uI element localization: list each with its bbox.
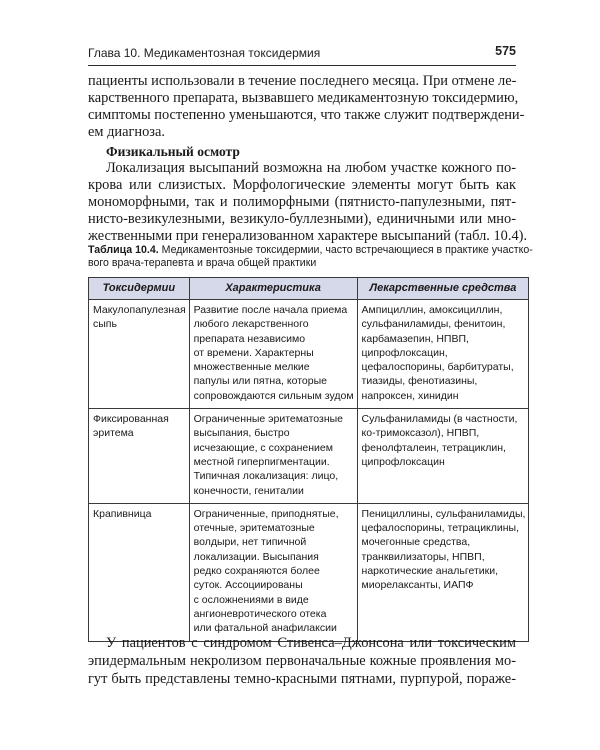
after-line: гут быть представлены темно-красными пятнами, пурпурой, пораже- bbox=[88, 671, 516, 687]
cell-line: Макулопапулезная bbox=[93, 304, 186, 316]
intro-line: ем диагноза. bbox=[88, 124, 165, 140]
intro-line: симптомы постепенно уменьшаются, что также служит подтверждени- bbox=[88, 107, 525, 123]
cell-line: Фиксированная bbox=[93, 413, 169, 426]
intro-line: карственного препарата, вызвавшего медикаментозную токсидермию, bbox=[88, 90, 519, 106]
table-row bbox=[89, 300, 529, 409]
cell-line: редко сохраняются более bbox=[193, 565, 320, 578]
section-line: мономорфными, так и полиморфными (пятнисто-папулезными, пят- bbox=[88, 194, 516, 210]
cell-line: или фатальной анафилаксии bbox=[193, 622, 337, 635]
after-table-text bbox=[88, 634, 516, 688]
cell-characteristic bbox=[189, 409, 357, 504]
cell-line: наркотические анальгетики, bbox=[361, 565, 499, 578]
cell-line: цефалоспорины, барбитураты, bbox=[361, 361, 514, 374]
cell-line: множественные мелкие bbox=[193, 361, 310, 374]
page-number: 575 bbox=[495, 44, 516, 58]
cell-line: суток. Ассоциированы bbox=[193, 579, 303, 592]
cell-line: ко-тримоксазол), НПВП, bbox=[361, 427, 480, 440]
cell-line: Ампициллин, амоксициллин, bbox=[361, 304, 503, 316]
table-caption bbox=[88, 244, 533, 270]
toxidermia-table bbox=[88, 277, 529, 642]
cell-line: локализации. Высыпания bbox=[193, 550, 319, 563]
cell-line: Крапивница bbox=[93, 507, 152, 520]
header-toxidermia: Токсидермии bbox=[89, 278, 190, 300]
cell-characteristic bbox=[189, 503, 357, 641]
section-line: Локализация высыпаний возможна на любом участке кожного по- bbox=[106, 160, 516, 176]
header-drugs: Лекарственные средства bbox=[357, 278, 529, 300]
cell-line: ципрофлоксацин bbox=[361, 455, 445, 468]
cell-line: Развитие после начала приема bbox=[193, 304, 348, 316]
cell-line: препарата независимо bbox=[193, 332, 306, 345]
cell-characteristic bbox=[189, 300, 357, 409]
cell-toxidermia bbox=[89, 503, 190, 641]
caption-line-1 bbox=[88, 244, 533, 257]
cell-line: исчезающие, с сохранением bbox=[193, 441, 333, 454]
cell-line: отечные, эритематозные bbox=[193, 522, 315, 535]
table-header-row bbox=[89, 278, 529, 300]
cell-line: любого лекарственного bbox=[193, 318, 309, 331]
cell-line: сульфаниламиды, фенитоин, bbox=[361, 318, 506, 331]
body-text bbox=[88, 73, 528, 245]
section-line: крова или слизистых. Морфологические элементы могут быть как bbox=[88, 177, 516, 193]
cell-line: высыпания, быстро bbox=[193, 427, 290, 440]
cell-line: от времени. Характерны bbox=[193, 346, 314, 359]
cell-line: ангионевротического отека bbox=[193, 607, 327, 620]
cell-line: Пенициллины, сульфаниламиды, bbox=[361, 507, 526, 520]
cell-line: миорелаксанты, ИАПФ bbox=[361, 579, 474, 592]
cell-line: волдыри, нет типичной bbox=[193, 536, 307, 549]
cell-line: цефалоспорины, тетрациклины, bbox=[361, 522, 520, 535]
cell-line: папулы или пятна, которые bbox=[193, 375, 327, 388]
cell-line: мочегонные средства, bbox=[361, 536, 471, 549]
cell-line: карбамазепин, НПВП, bbox=[361, 332, 469, 345]
cell-line: транквилизаторы, НПВП, bbox=[361, 550, 485, 563]
cell-line: эритема bbox=[93, 427, 134, 440]
cell-line: с осложнениями в виде bbox=[193, 593, 309, 606]
cell-toxidermia bbox=[89, 409, 190, 504]
cell-drugs bbox=[357, 409, 529, 504]
cell-line: сопровождаются сильным зудом bbox=[193, 389, 354, 402]
cell-line: сыпь bbox=[93, 318, 117, 331]
cell-line: фенолфталеин, тетрациклин, bbox=[361, 441, 506, 454]
cell-line: конечности, гениталии bbox=[193, 484, 304, 497]
cell-drugs bbox=[357, 300, 529, 409]
running-header bbox=[88, 43, 516, 69]
cell-toxidermia bbox=[89, 300, 190, 409]
header-characteristic: Характеристика bbox=[189, 278, 357, 300]
caption-label: Таблица 10.4. bbox=[88, 244, 159, 256]
cell-drugs bbox=[357, 503, 529, 641]
caption-text-2: вого врача-терапевта и врача общей практики bbox=[88, 257, 317, 269]
cell-line: ципрофлоксацин, bbox=[361, 346, 448, 359]
cell-line: Ограниченные, приподнятые, bbox=[193, 507, 339, 520]
caption-text-1: Медикаментозные токсидермии, часто встречающиеся в практике участко- bbox=[161, 244, 533, 256]
section-heading: Физикальный осмотр bbox=[106, 144, 240, 159]
cell-line: Ограниченные эритематозные bbox=[193, 413, 344, 426]
cell-line: Типичная локализация: лицо, bbox=[193, 470, 339, 483]
cell-line: тиазиды, фенотиазины, bbox=[361, 375, 478, 388]
table-row bbox=[89, 503, 529, 641]
section-line: нисто-везикулезными, везикуло-буллезными), единичными или мно- bbox=[88, 211, 516, 227]
section-line: жественными при генерализованном характере высыпаний (табл. 10.4). bbox=[88, 228, 528, 244]
table-row bbox=[89, 409, 529, 504]
intro-line: пациенты использовали в течение последнего месяца. При отмене ле- bbox=[88, 73, 517, 89]
header-rule bbox=[88, 65, 516, 66]
cell-line: напроксен, хинидин bbox=[361, 389, 459, 402]
cell-line: местной гиперпигментации. bbox=[193, 455, 330, 468]
after-line: У пациентов с синдромом Стивенса–Джонсона или токсическим bbox=[106, 635, 516, 651]
chapter-title: Глава 10. Медикаментозная токсидермия bbox=[88, 46, 321, 60]
after-line: эпидермальным некролизом первоначальные кожные проявления мо- bbox=[88, 653, 516, 669]
cell-line: Сульфаниламиды (в частности, bbox=[361, 413, 518, 426]
